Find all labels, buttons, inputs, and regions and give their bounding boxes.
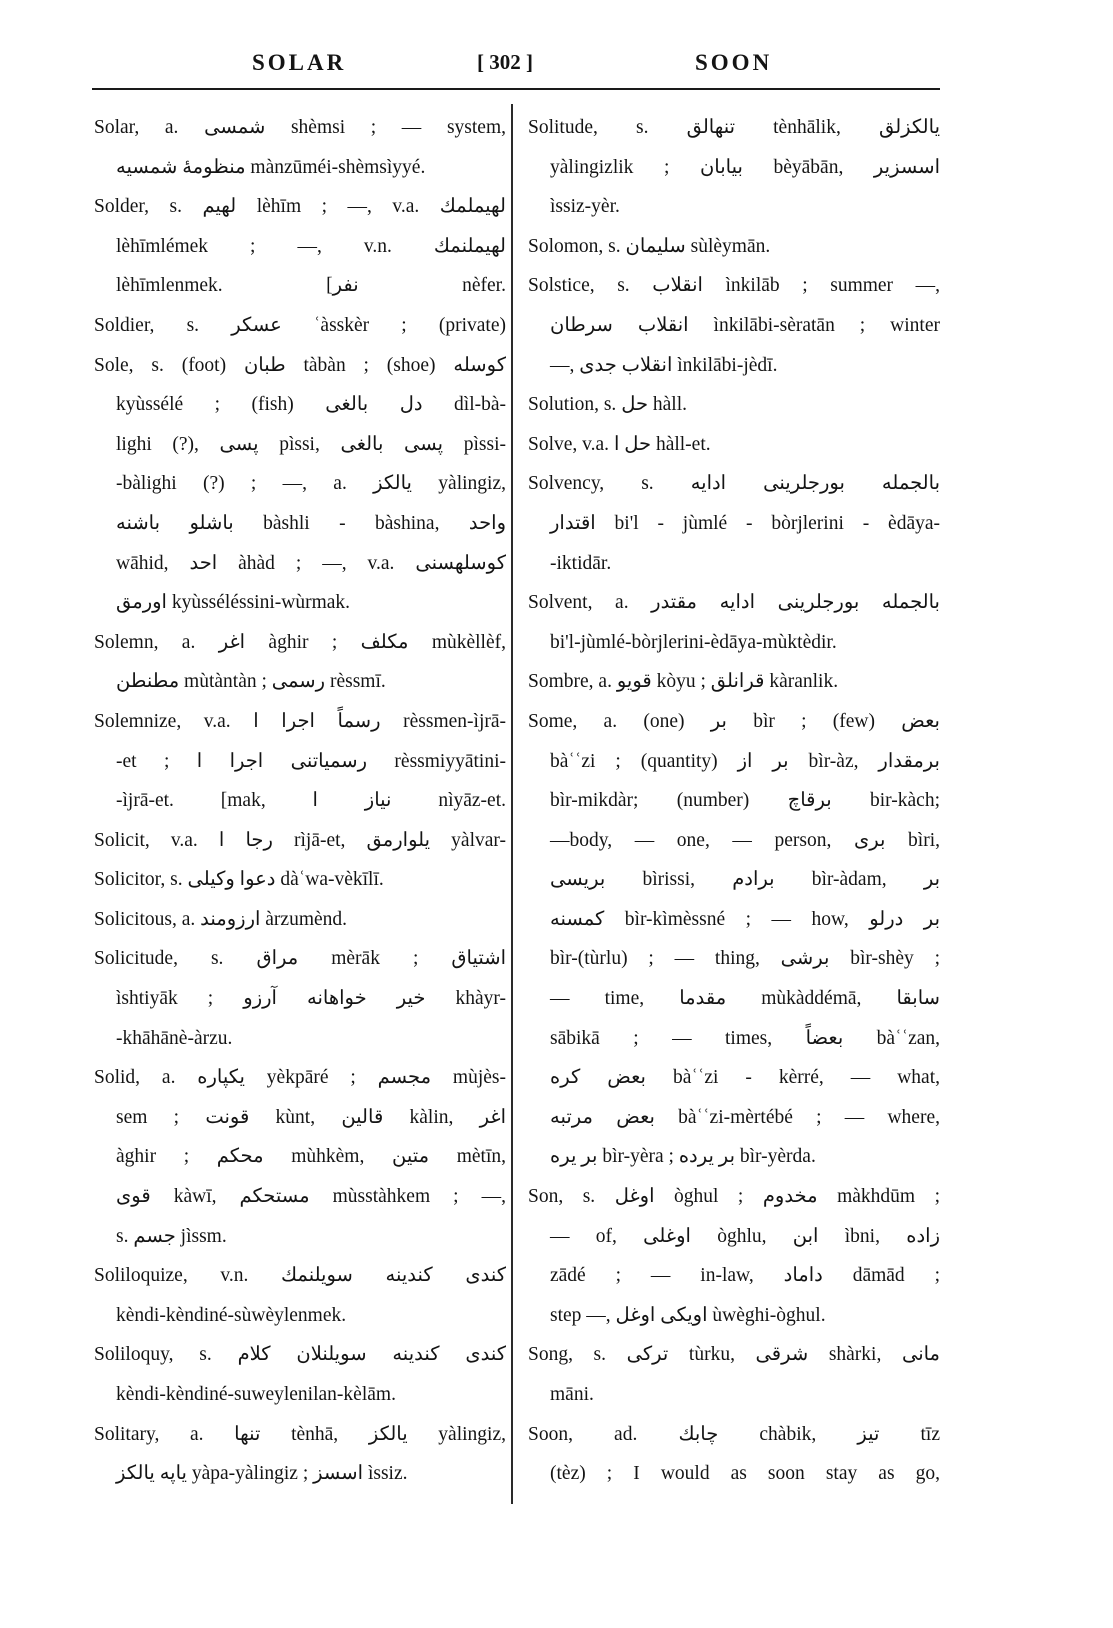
entry-line: Soldier, s. عسكر ʿàsskèr ; (private): [94, 314, 506, 336]
entry-line: —body, — one, — person, بری bìri,: [550, 829, 940, 851]
entry-line: كمسنه bìr-kìmèssné ; — how, بر درلو: [550, 908, 940, 930]
entry-line: -bàlighi (?) ; —, a. یالكز yàlingiz,: [116, 473, 506, 495]
entry-line: māni.: [550, 1384, 594, 1405]
entry-line: Solitude, s. تنهالق tènhālik, یالكزلق: [528, 117, 940, 138]
entry-line: s. جسم jìssm.: [116, 1225, 227, 1247]
entry-line: Solar, a. شمسی shèmsi ; — system,: [94, 117, 506, 138]
entry-line: بعض مرتبه bàʿʿzi-mèrtébé ; — where,: [550, 1106, 940, 1128]
entry-line: بعض كره bàʿʿzi - kèrré, — what,: [550, 1067, 940, 1089]
entry-line: Solution, s. حل hàll.: [528, 394, 688, 416]
entry-line: -ìjrā-et. [mak, نیاز ا nìyāz-et.: [116, 790, 506, 812]
entry-line: منظومۀ شمسیه mànzūméi-shèmsìyyé.: [116, 156, 426, 178]
entry-line: قوی kàwī, مستحكم mùsstàhkem ; —,: [116, 1186, 506, 1208]
entry-line: kyùssélé ; (fish) دل بالغی dìl-bà-: [116, 394, 506, 416]
entry-line: Soliloquy, s. كندی كندینه سویلنلان كلام: [94, 1344, 506, 1366]
header-rule: [92, 88, 940, 90]
entry-line: Solomon, s. سلیمان sùlèymān.: [528, 235, 771, 257]
entry-line: Solvent, a. بالجمله بورجلرینی ادایه مقتدر: [528, 592, 940, 614]
entry-line: باشلو باشنه bàshli - bàshina, واحد: [116, 512, 506, 534]
entry-line: Sole, s. (foot) طبان tàbàn ; (shoe) كوسله: [94, 354, 506, 376]
running-head: [95, 44, 939, 84]
entry-line: zādé ; — in-law, داماد dāmād ;: [550, 1265, 940, 1287]
entry-line: Solemn, a. اغر àghir ; مكلف mùkèllèf,: [94, 631, 506, 653]
entry-line: Song, s. تركی tùrku, شرقی shàrki, مانی: [528, 1344, 940, 1366]
entry-line: یاپه یالكز yàpa-yàlingiz ; اسسز ìssiz.: [116, 1463, 408, 1485]
entry-line: yàlingizlik ; بیابان bèyābān, اسسزیر: [550, 156, 940, 178]
entry-line: (tèz) ; I would as soon stay as go,: [550, 1463, 940, 1485]
entry-line: —, انقلاب جدی ìnkilābi-jèdī.: [550, 354, 778, 376]
entry-line: wāhid, احد àhàd ; —, v.a. كوسلهسنی: [116, 552, 506, 574]
entry-line: اورمق kyùsséléssini-wùrmak.: [116, 592, 351, 614]
entry-line: Soon, ad. چابك chàbik, تیز tīz: [528, 1423, 940, 1445]
entry-line: انقلاب سرطان ìnkilābi-sèratān ; winter: [550, 314, 940, 336]
column-divider: [511, 104, 513, 1504]
entry-line: Solid, a. یكپاره yèkpāré ; مجسم mùjès-: [94, 1067, 506, 1089]
entry-line: Solicitous, a. ارزومند àrzumènd.: [94, 908, 348, 930]
guide-word-last: SOON: [695, 50, 773, 75]
entry-line: Solemnize, v.a. رسماً اجرا ا rèssmen-ìjrā-: [94, 710, 506, 732]
entry-line: -et ; رسمیاتنی اجرا ا rèssmiyyātini-: [116, 750, 506, 772]
entry-line: bìr-mikdàr; (number) برقاچ bir-kàch;: [550, 790, 940, 812]
entry-line: bi'l-jùmlé-bòrjlerini-èdāya-mùktèdir.: [550, 631, 837, 653]
entry-line: Solicit, v.a. رجا ا rìjā-et, یلوارمق yàlvar-: [94, 829, 506, 851]
entry-line: lighi (?), پسی pìssi, پسی بالغی pìssi-: [116, 433, 506, 455]
entry-line: — of, اوغلی òghlu, ابن ìbni, زاده: [550, 1225, 940, 1247]
entry-line: — time, مقدما mùkàddémā, سابقا: [550, 988, 940, 1010]
entry-line: -khāhānè-àrzu.: [116, 1027, 233, 1049]
entry-line: Soliloquize, v.n. كندی كندینه سویلنمك: [94, 1265, 506, 1287]
entry-line: Solicitor, s. دعوا وكیلی dàʿwa-vèkīlī.: [94, 869, 384, 891]
entry-line: Some, a. (one) بر bìr ; (few) بعض: [528, 710, 940, 732]
entry-line: bàʿʿzi ; (quantity) بر از bìr-àz, برمقدار: [550, 750, 940, 772]
entry-line: Solve, v.a. حل ا hàll-et.: [528, 433, 711, 455]
entry-line: Solstice, s. انقلاب ìnkilāb ; summer —,: [528, 275, 940, 297]
entry-line: Sombre, a. قویو kòyu ; قرانلق kàranlik.: [528, 671, 839, 693]
entry-line: sābikā ; — times, بعضاً bàʿʿzan,: [550, 1027, 940, 1049]
entry-line: مطنطن mùtàntàn ; رسمی rèssmī.: [116, 671, 386, 693]
guide-word-first: SOLAR: [252, 50, 347, 75]
left-column: [94, 108, 506, 1494]
entry-line: Solitary, a. تنها tènhā, یالكز yàlingiz,: [94, 1423, 506, 1445]
page-number: [ 302 ]: [477, 50, 533, 74]
entry-line: بریسی bìrissi, برادم bìr-àdam, بر: [550, 869, 940, 891]
entry-line: àghir ; محكم mùhkèm, متین mètīn,: [116, 1146, 506, 1168]
entry-line: kèndi-kèndiné-suweylenilan-kèlām.: [116, 1384, 396, 1405]
entry-line: Son, s. اوغل òghul ; مخدوم màkhdūm ;: [528, 1186, 940, 1208]
entry-line: بر یره bìr-yèra ; بر یرده bìr-yèrda.: [550, 1146, 816, 1168]
entry-line: sem ; قونت kùnt, قالین kàlin, اغر: [116, 1106, 506, 1128]
entry-line: Solvency, s. بالجمله بورجلرینی ادایه: [528, 473, 940, 495]
entry-line: اقتدار bi'l - jùmlé - bòrjlerini - èdāya-: [550, 512, 940, 534]
entry-line: -iktidār.: [550, 552, 612, 574]
right-column: [528, 108, 940, 1494]
entry-line: step —, اویكی اوغل ùwèghi-òghul.: [550, 1304, 826, 1326]
entry-line: ìssiz-yèr.: [550, 196, 620, 218]
entry-line: kèndi-kèndiné-sùwèylenmek.: [116, 1304, 347, 1326]
entry-line: lèhīmlenmek. [نفر nèfer.: [116, 275, 506, 297]
entry-line: ìshtiyāk ; خیر خواهانه آرزو khàyr-: [116, 988, 506, 1010]
entry-line: lèhīmlémek ; —, v.n. لهیملنمك: [116, 235, 506, 257]
entry-line: Solder, s. لهیم lèhīm ; —, v.a. لهیملمك: [94, 196, 506, 218]
entry-line: bìr-(tùrlu) ; — thing, برشی bìr-shèy ;: [550, 948, 940, 970]
entry-line: Solicitude, s. مراق mèrāk ; اشتیاق: [94, 948, 506, 970]
